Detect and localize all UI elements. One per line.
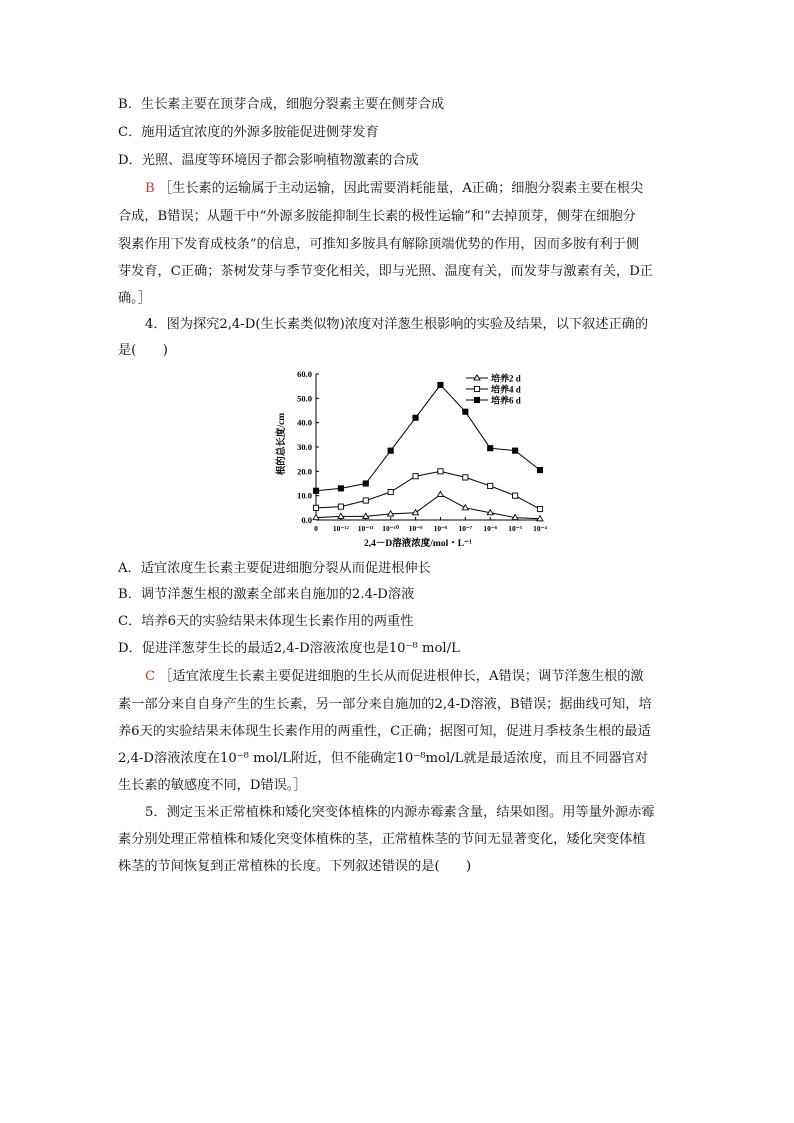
y-tick-label: 20.0 xyxy=(297,466,312,477)
q5-stem-line-3: 株茎的节间恢复到正常植株的长度。下列叙述错误的是( ) xyxy=(118,859,472,874)
legend-marker xyxy=(474,397,479,402)
y-tick-label: 40.0 xyxy=(297,417,312,428)
x-tick-label: 10⁻⁶ xyxy=(483,524,498,533)
q4-stem-line-2: 是( ) xyxy=(118,343,168,358)
q4-option-c: C．培养6天的实验结果未体现生长素作用的两重性 xyxy=(118,614,414,629)
x-tick-label: 10⁻¹² xyxy=(332,524,349,533)
legend-marker xyxy=(474,386,479,391)
data-point xyxy=(338,513,344,518)
data-point xyxy=(488,446,493,451)
q3-option-b: B．生长素主要在顶芽合成，细胞分裂素主要在侧芽合成 xyxy=(118,97,445,112)
q3-answer-letter: B xyxy=(145,181,155,196)
q4-explanation-line-2: 素一部分来自自身产生的生长素，另一部分来自施加的2,4-D溶液，B错误；据曲线可知，培 xyxy=(118,697,652,712)
q5-stem-line-1: 5．测定玉米正常植株和矮化突变体植株的内源赤霉素含量，结果如图。用等量外源赤霉 xyxy=(145,805,655,820)
data-point xyxy=(513,448,518,453)
q4-explanation-line-1: ［适宜浓度生长素主要促进细胞的生长从而促进根伸长，A错误；调节洋葱生根的激 xyxy=(159,669,644,684)
q4-option-d: D．促进洋葱芽生长的最适2,4-D溶液浓度也是10⁻⁸ mol/L xyxy=(118,641,460,656)
q4-answer-letter: C xyxy=(145,669,156,684)
q3-explanation-line-3: 裂素作用下发育成枝条”的信息，可推知多胺具有解除顶端优势的作用，因而多胺有利于侧 xyxy=(118,237,640,252)
data-point xyxy=(463,409,468,414)
q3-option-d: D．光照、温度等环境因子都会影响植物激素的合成 xyxy=(118,153,419,168)
data-point xyxy=(413,474,418,479)
x-tick-label: 10⁻⁹ xyxy=(408,524,423,533)
data-point xyxy=(513,493,518,498)
q3-answer xyxy=(145,180,643,198)
y-tick-label: 50.0 xyxy=(297,393,312,404)
data-point xyxy=(338,486,343,491)
data-point xyxy=(488,483,493,488)
q4-option-b: B．调节洋葱生根的激素全部来自施加的2.4-D溶液 xyxy=(118,587,415,602)
x-tick-label: 10⁻⁸ xyxy=(433,524,448,533)
x-tick-label: 10⁻¹¹ xyxy=(357,524,374,533)
q4-explanation-line-5: 生长素的敏感度不同，D错误。］ xyxy=(118,778,307,793)
y-tick-label: 10.0 xyxy=(297,490,312,501)
series-line-1 xyxy=(316,494,540,518)
q3-explanation-line-2: 合成，B错误；从题干中“外源多胺能抑制生长素的极性运输”和“去掉顶芽，侧芽在细胞分 xyxy=(118,209,636,224)
q3-option-c: C．施用适宜浓度的外源多胺能促进侧芽发育 xyxy=(118,125,379,140)
x-tick-label: 10⁻¹⁰ xyxy=(382,524,400,533)
y-tick-label: 60.0 xyxy=(297,369,312,379)
data-point xyxy=(313,505,318,510)
data-point xyxy=(463,475,468,480)
legend-label: 培养4 d xyxy=(491,384,521,395)
q4-explanation-line-3: 养6天的实验结果未体现生长素作用的两重性，C正确；据图可知，促进月季枝条生根的最适 xyxy=(118,724,651,739)
q4-stem-line-1: 4．图为探究2,4-D(生长素类似物)浓度对洋葱生根影响的实验及结果，以下叙述正确的 xyxy=(145,317,649,332)
data-point xyxy=(462,505,468,510)
y-tick-label: 30.0 xyxy=(297,442,312,452)
x-tick-label: 10⁻⁵ xyxy=(508,524,522,533)
y-axis-label: 根的总长度/cm xyxy=(277,412,287,476)
data-point xyxy=(438,382,443,387)
x-tick-label: 0 xyxy=(314,524,318,533)
y-tick-label: 0.0 xyxy=(301,515,312,525)
q4-explanation-line-4: 2,4-D溶液浓度在10⁻⁸ mol/L附近，但不能确定10⁻⁸mol/L就是最适浓度，而且不同器官对 xyxy=(118,751,649,766)
data-point xyxy=(438,469,443,474)
x-tick-label: 10⁻⁷ xyxy=(458,524,473,533)
chart-legend xyxy=(466,373,521,406)
data-point xyxy=(537,506,542,511)
data-point xyxy=(413,415,418,420)
data-point xyxy=(338,504,343,509)
data-point xyxy=(388,448,393,453)
q3-explanation-line-5: 确。］ xyxy=(118,291,151,306)
data-point xyxy=(413,510,419,515)
x-axis-label: 2,4－D溶液浓度/mol・L⁻¹ xyxy=(364,539,472,549)
root-length-chart xyxy=(268,362,558,552)
data-point xyxy=(537,468,542,473)
q3-explanation-line-1: ［生长素的运输属于主动运输，因此需要消耗能量，A正确；细胞分裂素主要在根尖 xyxy=(158,181,644,196)
legend-label: 培养6 d xyxy=(491,395,521,406)
q5-stem-line-2: 素分别处理正常植株和矮化突变体植株的茎，正常植株茎的节间无显著变化，矮化突变体植 xyxy=(118,832,646,847)
q4-answer xyxy=(145,668,644,686)
x-tick-label: 10⁻⁴ xyxy=(533,524,547,533)
data-point xyxy=(313,488,318,493)
data-point xyxy=(363,481,368,486)
q4-option-a: A．适宜浓度生长素主要促进细胞分裂从而促进根伸长 xyxy=(118,561,431,576)
data-point xyxy=(363,498,368,503)
data-point xyxy=(437,491,443,496)
q3-explanation-line-4: 芽发育，C正确；茶树发芽与季节变化相关，即与光照、温度有关，而发芽与激素有关，D正 xyxy=(118,264,653,279)
legend-label: 培养2 d xyxy=(491,373,521,384)
data-point xyxy=(388,489,393,494)
